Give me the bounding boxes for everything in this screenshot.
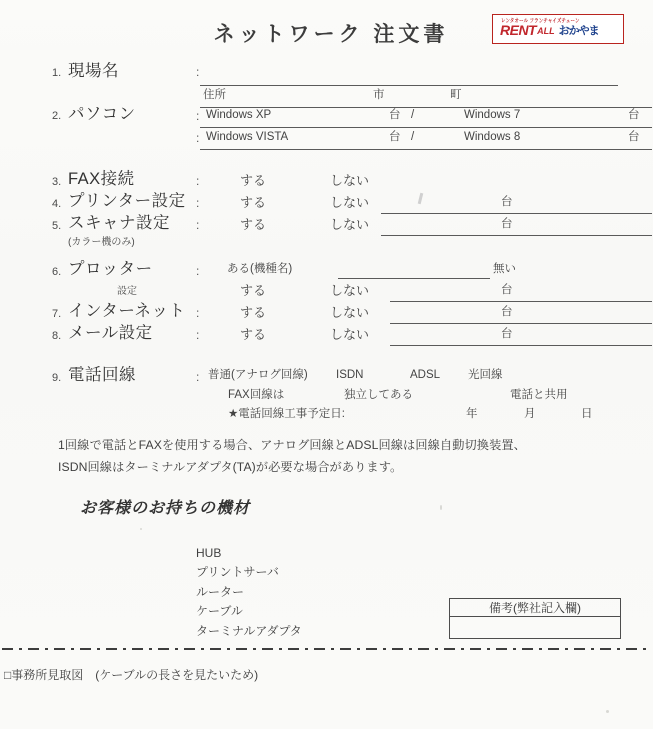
row4-label: プリンター設定 — [68, 192, 186, 210]
row3-colon: : — [196, 174, 200, 188]
row3-option-yes[interactable]: する — [240, 173, 267, 188]
row7-option-yes[interactable]: する — [240, 305, 267, 320]
row6-option-has[interactable]: ある(機種名) — [227, 263, 293, 275]
row5-qty-input-line[interactable] — [381, 235, 652, 236]
row2-os-win8-label[interactable]: Windows 8 — [464, 131, 521, 143]
company-logo — [492, 14, 624, 44]
page-title: ネットワーク 注文書 — [213, 23, 449, 46]
remark-box — [449, 598, 621, 639]
row8-label: メール設定 — [68, 324, 153, 342]
scan-speck — [140, 528, 142, 530]
checkbox-icon[interactable]: □ — [4, 668, 12, 682]
logo-rent-text: RENT — [500, 21, 537, 38]
row1-label: 現場名 — [68, 62, 119, 80]
row7-option-no[interactable]: しない — [330, 305, 370, 320]
row9-month-unit: 月 — [524, 408, 536, 420]
row9-fax-shared[interactable]: 電話と共用 — [510, 389, 568, 401]
row6-colon: : — [196, 264, 200, 278]
row2-slash-a: / — [411, 109, 415, 121]
row4-qty-input-line[interactable] — [381, 213, 652, 214]
row4-unit: 台 — [501, 196, 513, 208]
row6-option-none[interactable]: 無い — [493, 263, 516, 275]
row5-unit: 台 — [501, 218, 513, 230]
row9-colon: : — [196, 370, 200, 384]
row1-number: 1. — [52, 67, 62, 79]
row9-year-unit: 年 — [466, 408, 478, 420]
customer-equipment-title: お客様のお持ちの機材 — [80, 500, 251, 517]
row6-number: 6. — [52, 266, 62, 278]
row4-colon: : — [196, 196, 200, 210]
list-item[interactable]: HUB — [196, 546, 222, 560]
row8-option-no[interactable]: しない — [330, 327, 370, 342]
row1-site-name-input-line[interactable] — [200, 85, 618, 86]
row8-number: 8. — [52, 330, 62, 342]
row2-os-win7-label[interactable]: Windows 7 — [464, 109, 521, 121]
row2-slash-b: / — [411, 131, 415, 143]
row6-label: プロッター — [68, 260, 153, 278]
row1-town-label: 町 — [450, 89, 462, 101]
row7-unit: 台 — [501, 306, 513, 318]
row1-address-input-line[interactable] — [200, 107, 652, 108]
row2-os-vista-unit: 台 — [389, 131, 401, 143]
notice-line-2: ISDN回線はターミナルアダプタ(TA)が必要な場合があります。 — [58, 460, 403, 474]
row1-colon: : — [196, 65, 200, 79]
row9-fax-independent[interactable]: 独立してある — [344, 389, 413, 401]
row8-unit: 台 — [501, 328, 513, 340]
row2-os-win7-unit: 台 — [628, 109, 640, 121]
row6-sub-label: 設定 — [117, 286, 137, 297]
list-item[interactable]: プリントサーバ — [196, 565, 279, 580]
logo-tagline: レンタオール フランチャイズチェーン — [501, 16, 580, 24]
row9-option-isdn[interactable]: ISDN — [336, 369, 364, 381]
row6-unit: 台 — [501, 284, 513, 296]
pencil-smudge — [418, 193, 424, 204]
row2-os-xp-unit: 台 — [389, 109, 401, 121]
row5-colon: : — [196, 218, 200, 232]
row8-option-yes[interactable]: する — [240, 327, 267, 342]
row7-qty-input-line[interactable] — [390, 323, 652, 324]
row1-city-label: 市 — [373, 89, 385, 101]
row4-option-no[interactable]: しない — [330, 195, 370, 210]
row9-number: 9. — [52, 372, 62, 384]
scan-speck — [606, 710, 609, 713]
row2-os-xp-label[interactable]: Windows XP — [206, 109, 272, 121]
row7-colon: : — [196, 306, 200, 320]
row1-address-label: 住所 — [203, 89, 226, 101]
logo-all-text: ALL — [537, 25, 555, 36]
row9-option-analog[interactable]: 普通(アナログ回線) — [208, 369, 308, 381]
row4-number: 4. — [52, 198, 62, 210]
row2-os-win8-unit: 台 — [628, 131, 640, 143]
list-item[interactable]: ルーター — [196, 584, 245, 599]
logo-wordmark — [493, 21, 623, 38]
row7-number: 7. — [52, 308, 62, 320]
row5-note: (カラー機のみ) — [68, 237, 135, 248]
row2-line-b[interactable] — [200, 149, 652, 150]
row2-colon-a: : — [196, 109, 200, 123]
row5-label: スキャナ設定 — [68, 214, 170, 232]
row6-model-input-line[interactable] — [338, 278, 490, 279]
row6-qty-input-line[interactable] — [390, 301, 652, 302]
row4-option-yes[interactable]: する — [240, 195, 267, 210]
section-divider — [2, 648, 651, 650]
row6-setting-yes[interactable]: する — [240, 283, 267, 298]
row9-option-adsl[interactable]: ADSL — [410, 369, 441, 381]
remark-box-input[interactable] — [449, 617, 621, 639]
list-item[interactable]: ケーブル — [196, 604, 243, 619]
notice-line-1: 1回線で電話とFAXを使用する場合、アナログ回線とADSL回線は回線自動切換装置、 — [58, 438, 526, 452]
list-item[interactable]: ターミナルアダプタ — [196, 623, 302, 638]
row5-number: 5. — [52, 220, 62, 232]
row2-os-vista-label[interactable]: Windows VISTA — [206, 131, 289, 143]
row5-option-no[interactable]: しない — [330, 217, 370, 232]
row2-line-a[interactable] — [200, 127, 652, 128]
row6-setting-no[interactable]: しない — [330, 283, 370, 298]
footer-note[interactable] — [4, 666, 258, 683]
row5-option-yes[interactable]: する — [240, 217, 267, 232]
row2-label: パソコン — [68, 105, 136, 123]
row8-qty-input-line[interactable] — [390, 345, 652, 346]
row9-fax-line-label: FAX回線は — [228, 389, 285, 401]
row7-label: インターネット — [68, 302, 186, 320]
footer-note-text: 事務所見取図 (ケーブルの長さを見たいため) — [11, 668, 259, 682]
row9-day-unit: 日 — [581, 408, 593, 420]
logo-local-text: おかやま — [558, 24, 599, 37]
notice-paragraph — [58, 434, 618, 478]
row9-work-date-label: ★電話回線工事予定日: — [228, 408, 346, 420]
row3-number: 3. — [52, 176, 62, 188]
remark-box-header: 備考(弊社記入欄) — [449, 598, 621, 617]
row9-label: 電話回線 — [68, 366, 136, 384]
row8-colon: : — [196, 328, 200, 342]
row2-number: 2. — [52, 110, 62, 122]
row2-colon-b: : — [196, 131, 200, 145]
row3-option-no[interactable]: しない — [330, 173, 370, 188]
row9-option-fiber[interactable]: 光回線 — [468, 369, 503, 381]
customer-equipment-list — [196, 544, 302, 641]
scan-speck — [440, 505, 442, 510]
row3-label: FAX接続 — [68, 170, 135, 188]
